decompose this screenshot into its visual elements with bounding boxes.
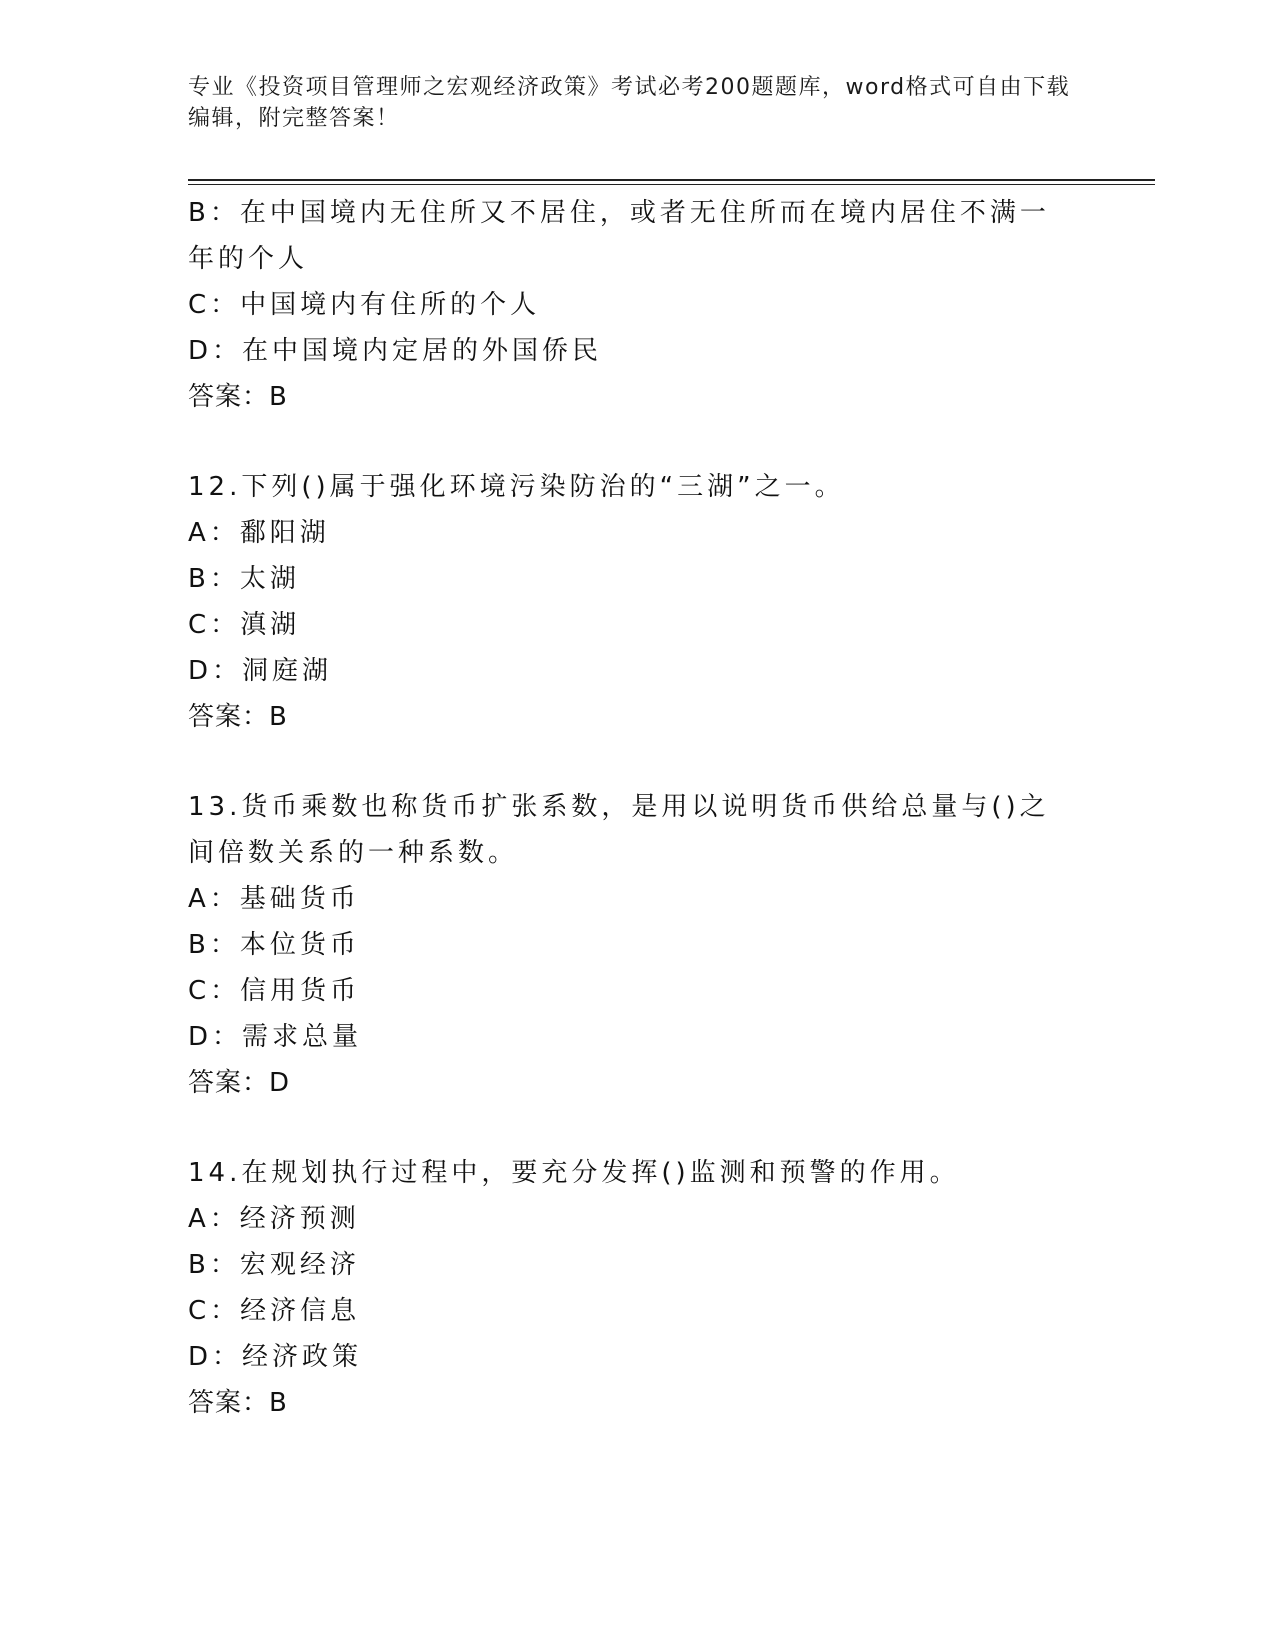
- question-13-block: [188, 784, 1088, 1106]
- option-d: D：在中国境内定居的外国侨民: [188, 336, 603, 366]
- option-d: D：经济政策: [188, 1342, 363, 1372]
- question-content: [188, 190, 1088, 1426]
- option-d: D：需求总量: [188, 1022, 363, 1052]
- question-stem: 14.在规划执行过程中，要充分发挥()监测和预警的作用。: [188, 1158, 960, 1188]
- header-rule-thick: [188, 179, 1155, 181]
- document-header: 专业《投资项目管理师之宏观经济政策》考试必考200题题库，word格式可自由下载编辑，附完整答案！: [188, 75, 1071, 131]
- option-c: C：经济信息: [188, 1296, 361, 1326]
- option-a: A：鄱阳湖: [188, 518, 330, 548]
- option-b: B：在中国境内无住所又不居住，或者无住所而在境内居住不满一年的个人: [188, 198, 1050, 274]
- answer-line: 答案：B: [188, 382, 288, 412]
- option-a: A：基础货币: [188, 884, 360, 914]
- spacer: [188, 740, 1088, 784]
- option-a: A：经济预测: [188, 1204, 360, 1234]
- spacer: [188, 420, 1088, 464]
- question-stem: 12.下列()属于强化环境污染防治的“三湖”之一。: [188, 472, 845, 502]
- option-b: B：宏观经济: [188, 1250, 360, 1280]
- spacer: [188, 1106, 1088, 1150]
- option-d: D：洞庭湖: [188, 656, 333, 686]
- previous-question-block: [188, 190, 1088, 420]
- option-c: C：中国境内有住所的个人: [188, 290, 541, 320]
- option-c: C：信用货币: [188, 976, 361, 1006]
- question-12-block: [188, 464, 1088, 740]
- option-c: C：滇湖: [188, 610, 301, 640]
- option-b: B：本位货币: [188, 930, 360, 960]
- header-rule-thin: [188, 184, 1155, 185]
- answer-line: 答案：B: [188, 1388, 288, 1418]
- question-14-block: [188, 1150, 1088, 1426]
- answer-line: 答案：B: [188, 702, 288, 732]
- question-stem: 13.货币乘数也称货币扩张系数，是用以说明货币供给总量与()之间倍数关系的一种系数。: [188, 792, 1050, 868]
- answer-line: 答案：D: [188, 1068, 291, 1098]
- option-b: B：太湖: [188, 564, 300, 594]
